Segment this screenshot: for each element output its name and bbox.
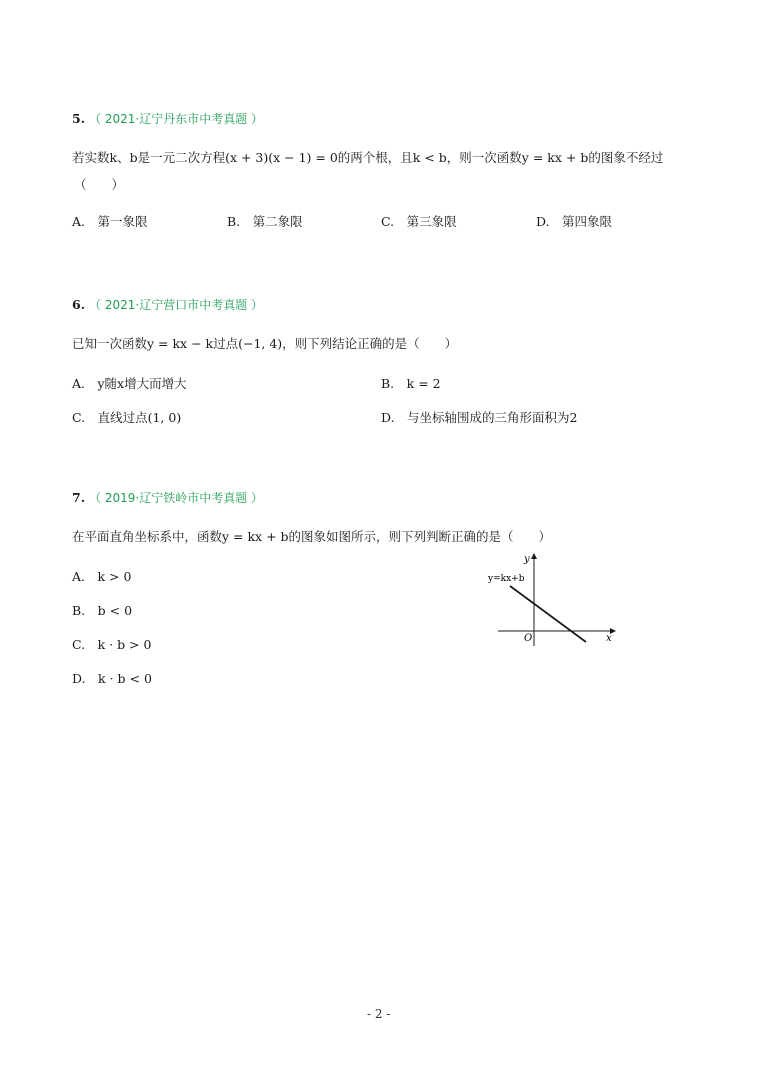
question-number: 5. xyxy=(72,111,86,126)
question-5-option-a: A. 第一象限 xyxy=(72,214,148,229)
origin-label: O xyxy=(524,633,533,644)
question-5-option-b: B. 第二象限 xyxy=(227,214,303,229)
linear-function-graph xyxy=(480,548,620,648)
question-6-option-a: A. y随x增大而增大 xyxy=(72,376,187,391)
question-5-blank: （ ） xyxy=(74,177,125,192)
question-5-option-c: C. 第三象限 xyxy=(381,214,457,229)
question-5-stem: 若实数k、b是一元二次方程(x + 3)(x − 1) = 0的两个根，且k < b，则一次函数y = kx + b的图象不经过 xyxy=(72,150,664,165)
x-axis-label: x xyxy=(606,633,612,644)
question-7-option-d: D. k · b < 0 xyxy=(72,671,152,686)
question-7-option-a: A. k > 0 xyxy=(72,569,132,584)
question-source: （ 2019·辽宁铁岭市中考真题 ） xyxy=(89,491,264,505)
question-number: 7. xyxy=(72,490,86,505)
question-source: （ 2021·辽宁营口市中考真题 ） xyxy=(89,298,264,312)
page-number: - 2 - xyxy=(367,1007,391,1021)
question-7-header xyxy=(72,489,263,506)
y-axis-label: y xyxy=(524,554,530,565)
question-number: 6. xyxy=(72,297,86,312)
question-5-option-d: D. 第四象限 xyxy=(536,214,613,229)
question-6-option-d: D. 与坐标轴围成的三角形面积为2 xyxy=(381,410,578,425)
question-6-header xyxy=(72,296,263,313)
question-7-stem: 在平面直角坐标系中，函数y = kx + b的图象如图所示，则下列判断正确的是（ ） xyxy=(72,529,552,544)
question-6-option-b: B. k = 2 xyxy=(381,376,441,391)
question-7-option-b: B. b < 0 xyxy=(72,603,133,618)
question-5-header xyxy=(72,110,263,127)
question-6-option-c: C. 直线过点(1, 0) xyxy=(72,410,182,425)
question-6-stem: 已知一次函数y = kx − k过点(−1, 4)，则下列结论正确的是（ ） xyxy=(72,336,458,351)
question-source: （ 2021·辽宁丹东市中考真题 ） xyxy=(89,112,264,126)
function-line xyxy=(510,586,586,642)
line-label: y=kx+b xyxy=(488,574,525,584)
question-7-option-c: C. k · b > 0 xyxy=(72,637,152,652)
